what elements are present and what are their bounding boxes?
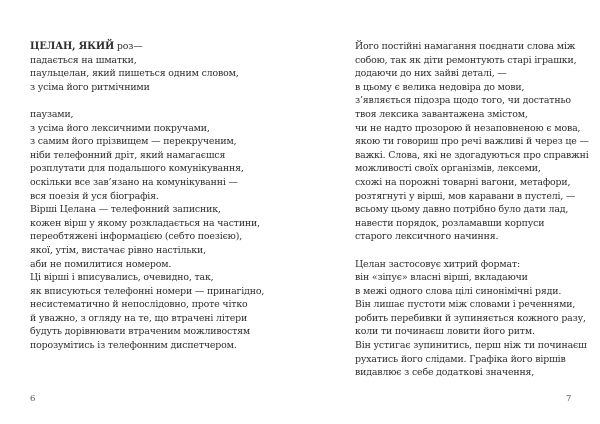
poem-title: ЦЕЛАН, ЯКИЙ (30, 41, 115, 52)
text-line: Його постійні намагання поєднати слова між (355, 41, 576, 52)
text-line: старого лексичного начиння. (355, 231, 499, 243)
text-line: вся поезія й уся біографія. (30, 190, 159, 202)
text-line: як вписуються телефонні номери — принагідно, (30, 285, 265, 297)
left-text-column (30, 40, 264, 353)
page-number-right: 7 (566, 394, 572, 404)
text-line: переобтяжені інформацією (себто поезією), (30, 231, 243, 243)
text-line: будуть дорівнювати втраченим можливостям (30, 326, 251, 338)
text-line: кожен вірш у якому розкладається на частини, (30, 217, 260, 229)
poem-title-line (30, 40, 264, 54)
text-line: собою, так як діти ремонтують старі іграшки, (355, 54, 577, 66)
text-line: важкі. Слова, які не здогадуються про справжні (355, 149, 589, 161)
text-line: твоя лексика завантажена змістом, (355, 108, 528, 120)
right-text-column (355, 40, 589, 380)
text-line: аби не помилитися номером. (30, 258, 172, 270)
text-line: можливості своїх організмів, лексеми, (355, 163, 541, 175)
text-line: в межі одного слова цілі синонімічні ряди. (355, 285, 562, 297)
text-line: якою ти говориш про речі важливі й через це — (355, 136, 589, 148)
text-line: якої, утім, вистачає рівно настільки, (30, 244, 206, 256)
text-line: й уважно, з огляду на те, що втрачені літери (30, 312, 248, 324)
text-line: Він устигає зупинитись, перш ніж ти починаєш (355, 340, 587, 352)
text-line: з усіма його лексичними покручами, (30, 122, 210, 134)
text-line: рухатись його слідами. Графіка його віршів (355, 353, 566, 365)
text-line: з усіма його ритмічними (30, 81, 150, 93)
text-line: видавлює з себе додаткові значення, (355, 367, 535, 379)
text-line: порозумітись із телефонним диспетчером. (30, 340, 237, 352)
text-line: Ці вірші і вписувались, очевидно, так, (30, 272, 214, 284)
text-line: додаючи до них зайві деталі, — (355, 68, 507, 80)
text-line: Він лишає пустоти між словами і реченнями, (355, 299, 576, 311)
text-line: всьому цьому давно потрібно було дати лад, (355, 204, 569, 216)
stanza-break (30, 94, 264, 108)
text-line: в цьому є велика недовіра до мови, (355, 81, 525, 93)
text-line: Целан застосовує хитрий формат: (355, 258, 520, 270)
poem-title-continuation: роз— (114, 41, 143, 52)
text-line: оскільки все зав’язано на комунікуванні — (30, 176, 238, 188)
text-line: несистематично й непослідовно, проте чітко (30, 299, 248, 311)
text-line: паузами, (30, 108, 74, 120)
text-line: чи не надто прозорою й незаповненою є мова, (355, 122, 581, 134)
text-line: він «зіпує» власні вірші, вкладаючи (355, 272, 528, 284)
text-line: навести порядок, розламавши корпуси (355, 217, 545, 229)
text-line: схожі на порожні товарні вагони, метафори, (355, 176, 571, 188)
page-number-left: 6 (30, 394, 36, 404)
right-page (300, 0, 600, 424)
text-line: робить перебивки й зупиняється кожного разу, (355, 312, 586, 324)
text-line: з самим його прізвищем — перекрученим, (30, 136, 237, 148)
text-line: ніби телефонний дріт, який намагаєшся (30, 149, 226, 161)
text-line: Вірші Целана — телефонний записник, (30, 204, 221, 216)
stanza-break (355, 244, 589, 258)
text-line: падається на шматки, (30, 54, 137, 66)
text-line: коли ти починаєш ловити його ритм. (355, 326, 535, 338)
text-line: паульцелан, який пишеться одним словом, (30, 68, 239, 80)
text-line: розтягнуті у вірші, мов каравани в пустелі, — (355, 190, 576, 202)
text-line: з’являється підозра щодо того, чи достатньо (355, 95, 571, 107)
text-line: розплутати для подальшого комунікування, (30, 163, 244, 175)
